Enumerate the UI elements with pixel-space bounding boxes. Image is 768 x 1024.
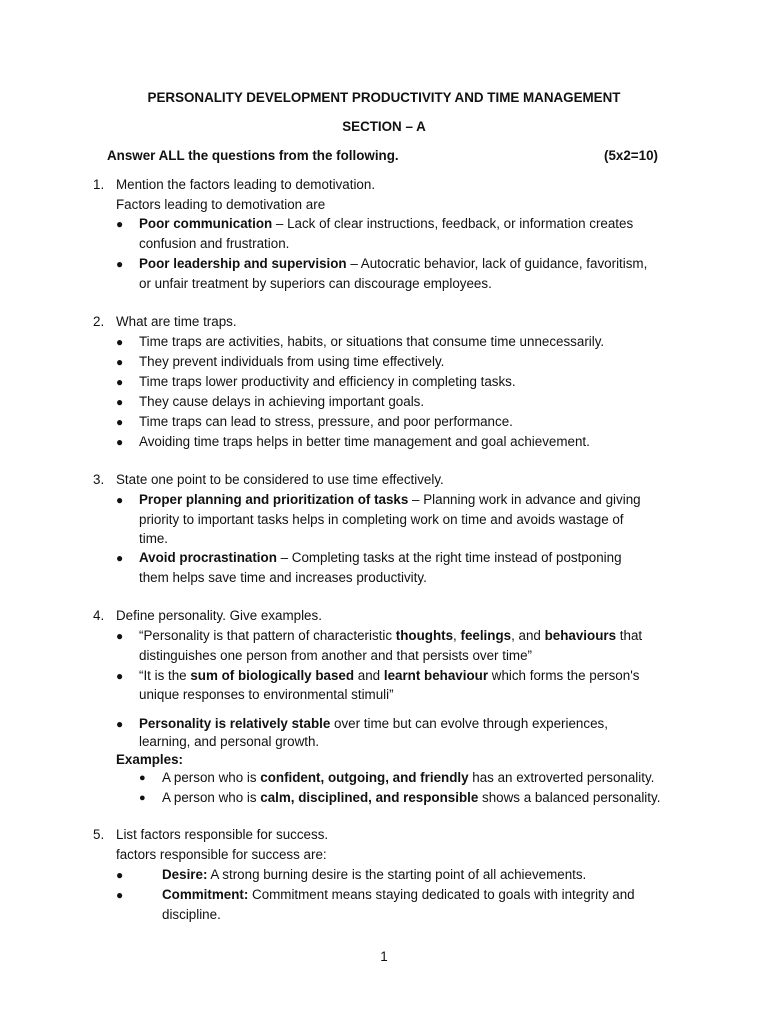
question-number: 5. — [93, 827, 105, 842]
answer-bullet: Poor leadership and supervision – Autocratic behavior, lack of guidance, favoritism, — [139, 256, 648, 271]
answer-bullet-continuation: discipline. — [162, 907, 221, 922]
answer-bullet: Desire: A strong burning desire is the starting point of all achievements. — [162, 867, 587, 882]
document-title: PERSONALITY DEVELOPMENT PRODUCTIVITY AND TIME MANAGEMENT — [147, 90, 621, 105]
bullet-icon: ● — [116, 551, 124, 565]
answer-bullet: Time traps lower productivity and efficiency in completing tasks. — [139, 374, 516, 389]
bullet-icon: ● — [116, 629, 124, 643]
bullet-icon: ● — [116, 435, 124, 449]
answer-bullet: Proper planning and prioritization of tasks – Planning work in advance and giving — [139, 492, 641, 507]
bullet-icon: ● — [116, 217, 124, 231]
definition-continuation: learning, and personal growth. — [139, 734, 320, 749]
example-item: A person who is calm, disciplined, and responsible shows a balanced personality. — [162, 790, 661, 805]
answer-bullet: Poor communication – Lack of clear instructions, feedback, or information creates — [139, 216, 634, 231]
answer-bullet-continuation: priority to important tasks helps in completing work on time and avoids wastage of — [139, 512, 624, 527]
answer-bullet: They prevent individuals from using time effectively. — [139, 354, 445, 369]
marks-scheme: (5x2=10) — [604, 148, 658, 163]
answer-bullet: Time traps can lead to stress, pressure, and poor performance. — [139, 414, 513, 429]
question-number: 1. — [93, 177, 105, 192]
answer-bullet-continuation: time. — [139, 531, 169, 546]
answer-bullet-continuation: confusion and frustration. — [139, 236, 290, 251]
bullet-icon: ● — [139, 792, 146, 804]
definition-continuation: distinguishes one person from another and that persists over time” — [139, 648, 532, 663]
answer-bullet: Avoiding time traps helps in better time management and goal achievement. — [139, 434, 590, 449]
bullet-icon: ● — [139, 772, 146, 784]
bullet-icon: ● — [116, 375, 124, 389]
definition-bullet: “It is the sum of biologically based and learnt behaviour which forms the person's — [139, 668, 640, 683]
answer-bullet: Commitment: Commitment means staying dedicated to goals with integrity and — [162, 887, 635, 902]
bullet-icon: ● — [116, 257, 124, 271]
example-item: A person who is confident, outgoing, and friendly has an extroverted personality. — [162, 770, 655, 785]
question-text: Define personality. Give examples. — [116, 608, 322, 623]
bullet-icon: ● — [116, 868, 124, 882]
answer-intro: factors responsible for success are: — [116, 847, 327, 862]
question-number: 3. — [93, 472, 105, 487]
question-text: State one point to be considered to use time effectively. — [116, 472, 444, 487]
definition-bullet: “Personality is that pattern of characteristic thoughts, feelings, and behaviours that — [139, 628, 643, 643]
definition-bullet: Personality is relatively stable over time but can evolve through experiences, — [139, 716, 608, 731]
answer-bullet-continuation: or unfair treatment by superiors can discourage employees. — [139, 276, 492, 291]
question-number: 2. — [93, 314, 105, 329]
page-number: 1 — [380, 949, 388, 964]
instruction-text: Answer ALL the questions from the following. — [107, 148, 399, 163]
definition-continuation: unique responses to environmental stimuli” — [139, 687, 394, 702]
question-text: What are time traps. — [116, 314, 237, 329]
answer-bullet: Time traps are activities, habits, or situations that consume time unnecessarily. — [139, 334, 605, 349]
bullet-icon: ● — [116, 888, 124, 902]
examples-label: Examples: — [116, 752, 183, 767]
bullet-icon: ● — [116, 717, 124, 731]
bullet-icon: ● — [116, 335, 124, 349]
bullet-icon: ● — [116, 669, 124, 683]
answer-bullet-continuation: them helps save time and increases productivity. — [139, 570, 427, 585]
bullet-icon: ● — [116, 415, 124, 429]
section-heading: SECTION – A — [342, 119, 426, 134]
question-text: Mention the factors leading to demotivation. — [116, 177, 376, 192]
answer-intro: Factors leading to demotivation are — [116, 197, 326, 212]
bullet-icon: ● — [116, 493, 124, 507]
answer-bullet: They cause delays in achieving important goals. — [139, 394, 425, 409]
question-text: List factors responsible for success. — [116, 827, 329, 842]
question-number: 4. — [93, 608, 105, 623]
bullet-icon: ● — [116, 355, 124, 369]
bullet-icon: ● — [116, 395, 124, 409]
answer-bullet: Avoid procrastination – Completing tasks at the right time instead of postponing — [139, 550, 622, 565]
